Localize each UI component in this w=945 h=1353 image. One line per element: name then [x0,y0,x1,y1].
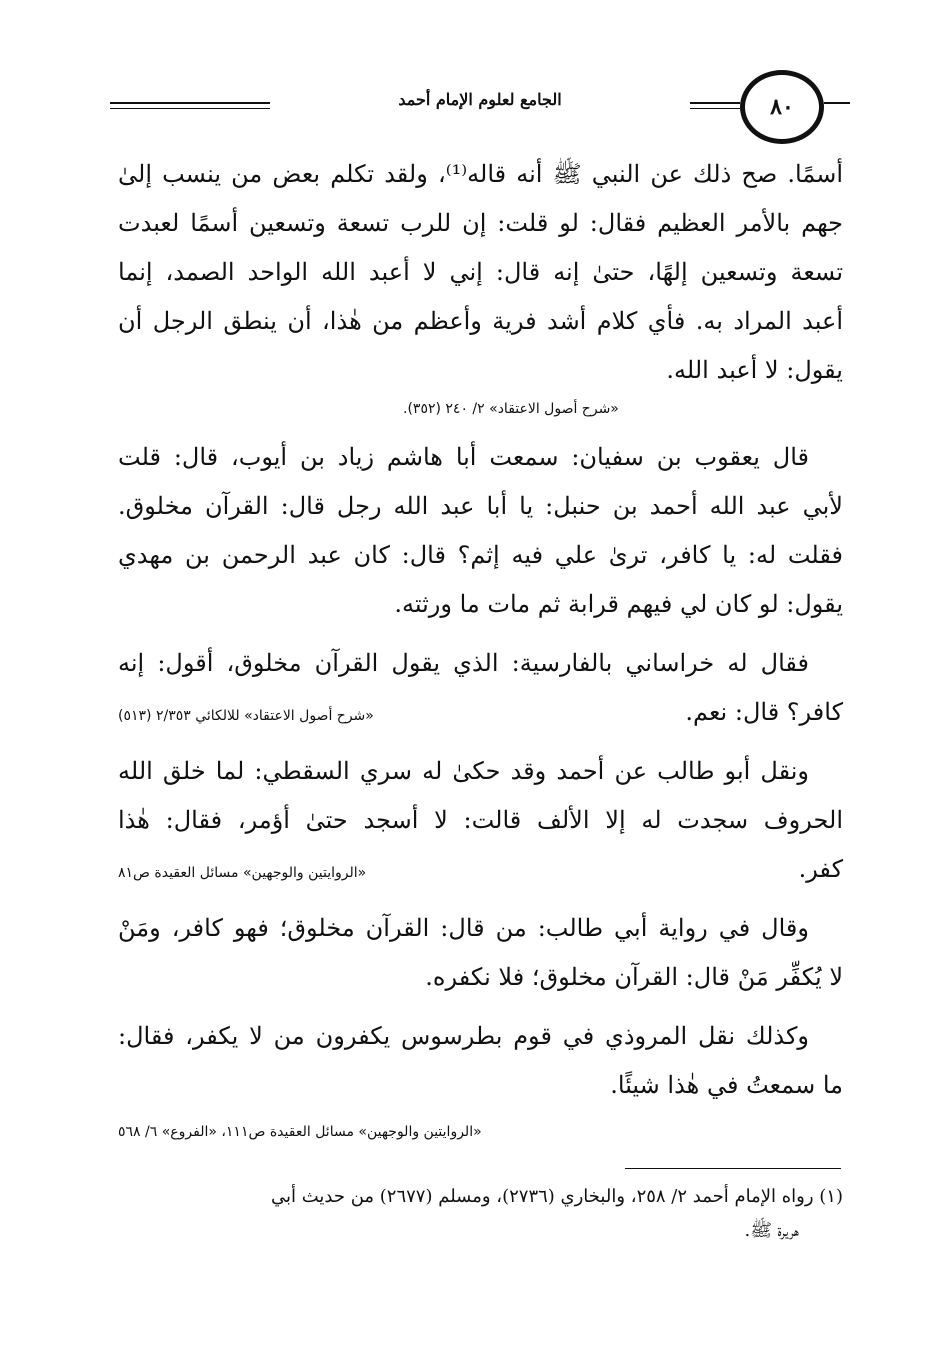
text-line: يقول: لو كان لي فيهم قرابة ثم مات ما ورثته. [394,590,843,618]
citation: «الروايتين والوجهين» مسائل العقيدة ص٨١ [118,865,367,881]
paragraph-2 [118,433,843,629]
text-line: فقلت له: يا كافر، ترىٰ علي فيه إثم؟ قال: كان عبد الرحمن بن مهدي [118,541,843,569]
text-line: ونقل أبو طالب عن أحمد وقد حكىٰ له سري السقطي: لما خلق الله [118,757,809,785]
text-line: وقال في رواية أبي طالب: من قال: القرآن مخلوق؛ فهو كافر، ومَنْ [118,914,809,942]
text-line: وكذلك نقل المروذي في قوم بطرسوس يكفرون من لا يكفر، فقال: [118,1022,809,1050]
main-text [118,150,843,1146]
paragraph-1 [118,150,843,423]
paragraph-5 [118,904,843,1002]
line-with-citation [118,845,843,894]
paragraph-6 [118,1012,843,1146]
page-number: ٨٠ [740,70,824,144]
text-line: ما سمعتُ في هٰذا شيئًا. [610,1071,843,1099]
paragraph-3 [118,639,843,737]
footnote-line: هريرة ﷺ. [744,1220,799,1241]
header-rule-left [110,102,270,104]
text-line: جهم بالأمر العظيم فقال: لو قلت: إن للرب تسعة وتسعين أسمًا لعبدت [118,209,843,237]
text-line: فقال له خراساني بالفارسية: الذي يقول القرآن مخلوق، أقول: إنه [118,649,810,677]
footnote-line: (١) رواه الإمام أحمد ٢/ ٢٥٨، والبخاري (٢٧٣٦)، ومسلم (٢٦٧٧) من حديث أبي [270,1186,843,1207]
text-line: يقول: لا أعبد الله. [666,356,843,384]
text-line: تسعة وتسعين إلهًا، حتىٰ إنه قال: إني لا أعبد الله الواحد الصمد، إنما [118,258,843,286]
text-line: كفر. [798,855,843,883]
footnote [118,1180,843,1248]
text-line: الحروف سجدت له إلا الألف قالت: لا أسجد حتىٰ أؤمر، فقال: هٰذا [118,806,843,834]
citation: «الروايتين والوجهين» مسائل العقيدة ص١١١، «الفروع» ٦/ ٥٦٨ [118,1124,482,1140]
text-line: لا يُكفِّر مَنْ قال: القرآن مخلوق؛ فلا نكفره. [425,963,843,991]
page-header [110,70,850,146]
text-line: كافر؟ قال: نعم. [685,698,843,726]
text-line: أعبد المراد به. فأي كلام أشد فرية وأعظم من هٰذا، أن ينطق الرجل أن [118,307,844,335]
header-rule-left-thin [110,108,270,109]
citation: «شرح أصول الاعتقاد» ٢/ ٢٤٠ (٣٥٢). [403,401,619,417]
paragraph-4 [118,747,843,894]
running-title: الجامع لعلوم الإمام أحمد [270,90,690,109]
header-rule-right-thin [690,108,740,109]
text-line: قال يعقوب بن سفيان: سمعت أبا هاشم زياد بن أيوب، قال: قلت [118,443,809,471]
header-rule-right [690,102,740,104]
header-rule-far-right [824,102,850,104]
citation: «شرح أصول الاعتقاد» للالكائي ٢/٣٥٣ (٥١٣) [118,708,374,724]
text-line: لأبي عبد الله أحمد بن حنبل: يا أبا عبد الله رجل قال: القرآن مخلوق. [118,492,843,520]
line-with-citation [118,688,843,737]
footnote-separator [625,1168,841,1169]
text-line: أسمًا. صح ذلك عن النبي ﷺ أنه قاله⁽¹⁾، ولقد تكلم بعض من ينسب إلىٰ [118,160,844,188]
